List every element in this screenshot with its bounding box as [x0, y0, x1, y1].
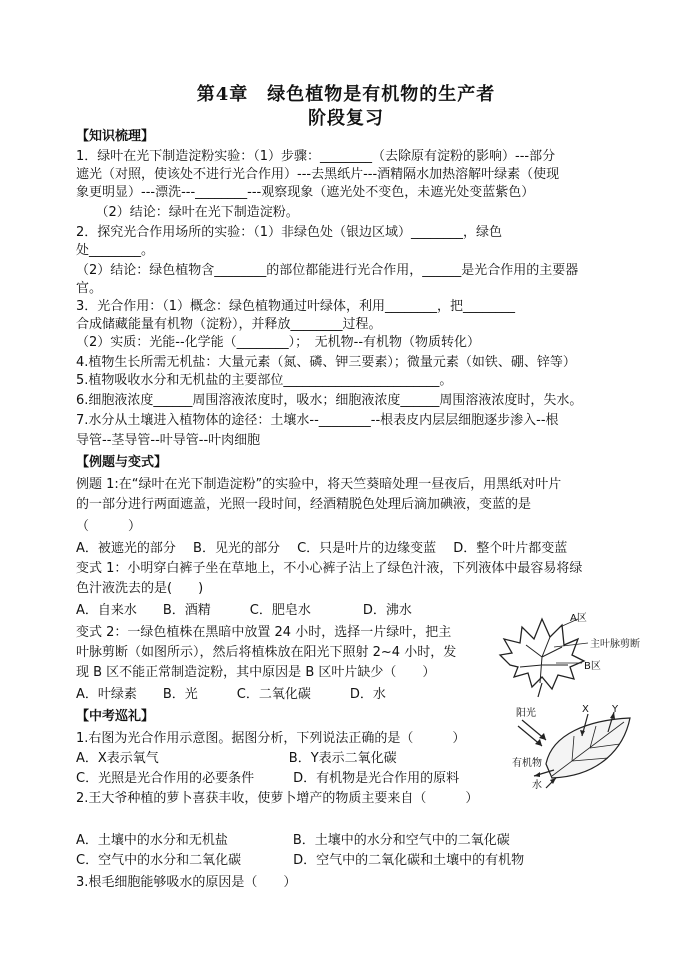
- knowledge-line: 7.水分从土壤进入植物体的途径：土壤水--________--根表皮内层层细胞逐步渗入--根: [76, 413, 559, 428]
- exam-line: 1.右图为光合作用示意图。据图分析，下列说法正确的是（ ）: [76, 731, 466, 746]
- knowledge-line: 6.细胞液浓度______周围溶液浓度时，吸水；细胞液浓度______周围溶液浓度时，失水。: [76, 393, 583, 408]
- knowledge-line: 2．探究光合作用场所的实验：（1）非绿色处（银边区域）________，绿色: [76, 225, 503, 240]
- label-sunlight: 阳光: [516, 708, 536, 719]
- example-line: A．叶绿素 B．光 C．二氧化碳 D．水: [76, 687, 386, 702]
- knowledge-line: 合成储藏能量有机物（淀粉），并释放________过程。: [76, 317, 382, 332]
- exam-line: 2.王大爷种植的萝卜喜获丰收，使萝卜增产的物质主要来自（ ）: [76, 791, 479, 806]
- section-exam: 【中考巡礼】: [76, 709, 155, 724]
- example-line: 的一部分进行两面遮盖，光照一段时间，经酒精脱色处理后滴加碘液，变蓝的是: [76, 497, 532, 512]
- exam-line: A．X表示氧气 B．Y表示二氧化碳: [76, 751, 397, 766]
- knowledge-line: 5.植物吸收水分和无机盐的主要部位________________________。: [76, 373, 453, 388]
- exam-line: A．土壤中的水分和无机盐 B．土壤中的水分和空气中的二氧化碳: [76, 833, 510, 848]
- photosynthesis-figure: [512, 706, 644, 790]
- exam-line: C．光照是光合作用的必要条件 D．有机物是光合作用的原料: [76, 771, 460, 786]
- example-line: 变式 2：一绿色植株在黑暗中放置 24 小时，选择一片绿叶，把主: [76, 625, 452, 640]
- exam-line: C．空气中的水分和二氧化碳 D．空气中的二氧化碳和土壤中的有机物: [76, 853, 525, 868]
- example-line: 叶脉剪断（如图所示），然后将植株放在阳光下照射 2~4 小时，发: [76, 645, 457, 660]
- knowledge-line: 3．光合作用：（1）概念：绿色植物通过叶绿体，利用________，把________: [76, 299, 516, 314]
- page-title: 第4章 绿色植物是有机物的生产者: [196, 84, 496, 105]
- section-knowledge: 【知识梳理】: [76, 129, 155, 144]
- example-line: A．自来水 B．酒精 C．肥皂水 D．沸水: [76, 603, 412, 618]
- knowledge-line: （2）结论：绿色植物含________的部位都能进行光合作用，______是光合作用的主要器: [76, 263, 579, 278]
- knowledge-line: 处________。: [76, 243, 155, 258]
- maple-leaf-icon: [490, 605, 640, 700]
- leaf-figure: [490, 605, 640, 700]
- page-subtitle: 阶段复习: [308, 108, 384, 129]
- label-area-a: A区: [570, 613, 587, 624]
- knowledge-line: 象更明显）---漂洗---________---观察现象（遮光处不变色，未遮光处变蓝紫色）: [76, 185, 535, 200]
- label-vein-cut: 主叶脉剪断: [590, 639, 640, 650]
- example-line: 例题 1:在“绿叶在光下制造淀粉”的实验中，将天竺葵暗处理一昼夜后，用黑纸对叶片: [76, 477, 562, 492]
- example-line: （ ）: [76, 519, 142, 534]
- knowledge-line: 4.植物生长所需无机盐：大量元素（氮、磷、钾三要素）；微量元素（如铁、硼、锌等）: [76, 355, 576, 370]
- exam-line: 3.根毛细胞能够吸水的原因是（ ）: [76, 875, 297, 890]
- section-examples: 【例题与变式】: [76, 455, 168, 470]
- label-y: Y: [612, 704, 619, 715]
- label-organic: 有机物: [512, 758, 542, 769]
- example-line: 变式 1：小明穿白裤子坐在草地上，不小心裤子沾上了绿色汁液，下列液体中最容易将绿: [76, 561, 583, 576]
- label-water: 水: [532, 780, 542, 791]
- label-area-b: B区: [584, 661, 601, 672]
- knowledge-line: 遮光（对照，使该处不进行光合作用）---去黑纸片---酒精隔水加热溶解叶绿素（使现: [76, 167, 560, 182]
- knowledge-line: 1．绿叶在光下制造淀粉实验：（1）步骤：________（去除原有淀粉的影响）---部分: [76, 149, 556, 164]
- example-line: 色汁液洗去的是( ): [76, 581, 204, 596]
- knowledge-line: （2）实质：光能--化学能（________）； 无机物--有机物（物质转化）: [76, 335, 481, 350]
- example-line: A．被遮光的部分 B．见光的部分 C．只是叶片的边缘变蓝 D．整个叶片都变蓝: [76, 541, 568, 556]
- knowledge-line: 官。: [76, 281, 103, 296]
- knowledge-line: 导管--茎导管--叶导管--叶肉细胞: [76, 433, 261, 448]
- label-x: X: [582, 704, 589, 715]
- example-line: 现 B 区不能正常制造淀粉，其中原因是 B 区叶片缺少（ ）: [76, 665, 436, 680]
- knowledge-line: （2）结论：绿叶在光下制造淀粉。: [76, 205, 299, 220]
